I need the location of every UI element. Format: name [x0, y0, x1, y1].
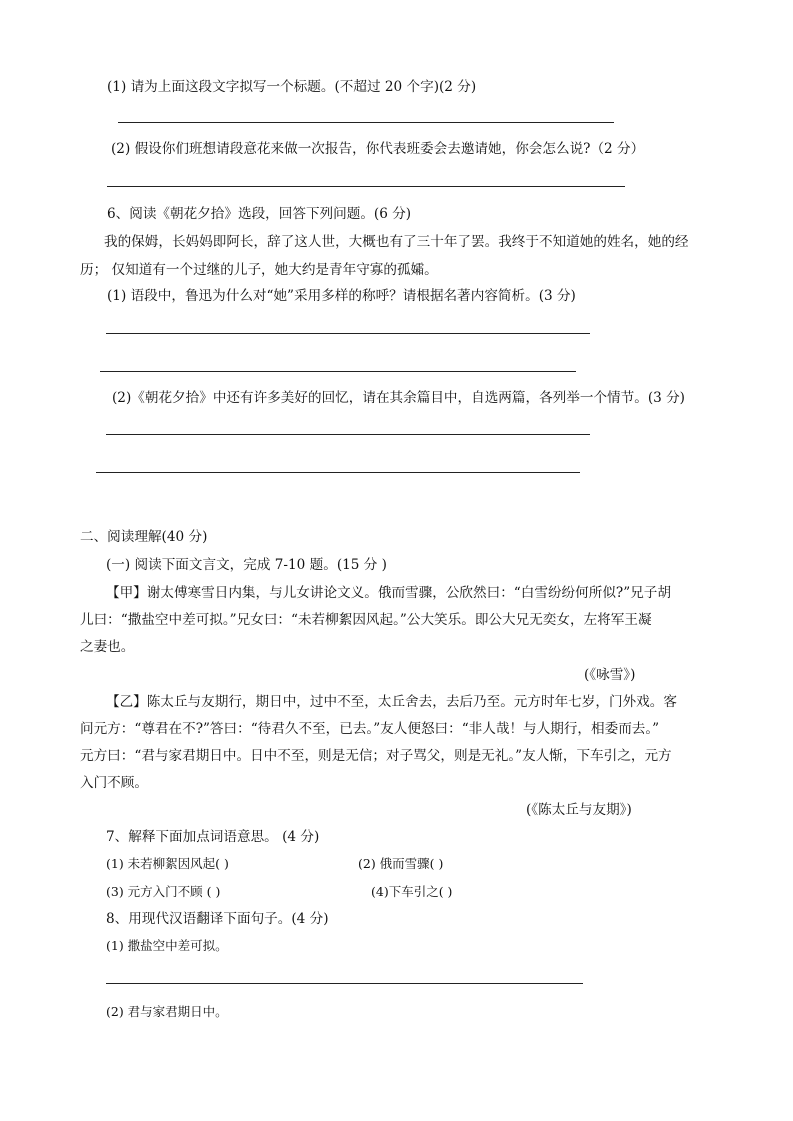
answer-line[interactable] [100, 371, 576, 372]
answer-line[interactable] [106, 333, 590, 334]
yi-passage-line: 元方曰：“君与家君期日中。日中不至，则是无信；对子骂父，则是无礼。”友人惭，下车引之，元方 [80, 748, 672, 764]
q6-passage-line: 我的保姆，长妈妈即阿长，辞了这人世，大概也有了三十年了罢。我终于不知道她的姓名，她的经 [104, 234, 689, 250]
q7-item: (2) 俄而雪骤( ) [358, 856, 444, 871]
q7-item: (1) 未若柳絮因风起( ) [106, 856, 229, 871]
jia-passage-line: 之妻也。 [80, 639, 135, 655]
section-2-heading: 二、阅读理解(40 分) [80, 529, 208, 545]
q8-sub1: (1) 撒盐空中差可拟。 [106, 938, 228, 953]
yi-source: (《陈太丘与友期》) [526, 802, 632, 818]
question-1-title: (1) 请为上面这段文字拟写一个标题。(不超过 20 个字)(2 分) [107, 79, 477, 95]
q8-heading: 8、用现代汉语翻译下面句子。(4 分) [106, 911, 329, 927]
answer-line[interactable] [106, 434, 590, 435]
jia-source: (《咏雪》) [584, 667, 636, 683]
answer-line[interactable] [118, 122, 614, 123]
q7-item: (3) 元方入门不顾 ( ) [106, 884, 221, 899]
yi-passage-line: 入门不顾。 [80, 775, 148, 791]
q6-sub1: (1) 语段中，鲁迅为什么对“她”采用多样的称呼？请根据名著内容简析。(3 分) [107, 288, 576, 304]
jia-passage-line: 儿曰：“撒盐空中差可拟。”兄女曰：“未若柳絮因风起。”公大笑乐。即公大兄无奕女，左将军王凝 [80, 612, 652, 628]
q8-sub2: (2) 君与家君期日中。 [106, 1004, 228, 1019]
question-2-invite: (2) 假设你们班想请段意花来做一次报告，你代表班委会去邀请她，你会怎么说?（2 分） [111, 141, 645, 157]
answer-line[interactable] [107, 186, 625, 187]
q6-passage-line: 历； 仅知道有一个过继的儿子，她大约是青年守寡的孤孀。 [80, 262, 438, 278]
section-2-subheading: (一) 阅读下面文言文，完成 7-10 题。(15 分 ) [106, 557, 387, 573]
answer-line[interactable] [96, 472, 580, 473]
yi-passage-line: 问元方：“尊君在不?”答曰：“待君久不至，已去。”友人便怒曰：“非人哉！与人期行，相委而去。” [80, 721, 660, 737]
yi-passage-line: 【乙】陈太丘与友期行，期日中，过中不至，太丘舍去，去后乃至。元方时年七岁，门外戏。客 [106, 694, 677, 710]
q7-heading: 7、解释下面加点词语意思。 (4 分) [106, 829, 320, 845]
answer-line[interactable] [106, 983, 583, 984]
jia-passage-line: 【甲】谢太傅寒雪日内集，与儿女讲论文义。俄而雪骤，公欣然曰：“白雪纷纷何所似?”兄子胡 [106, 585, 671, 601]
q6-heading: 6、阅读《朝花夕拾》选段，回答下列问题。(6 分) [107, 206, 412, 222]
q6-sub2: (2)《朝花夕拾》中还有许多美好的回忆，请在其余篇目中，自选两篇，各列举一个情节。(3 分) [112, 390, 685, 406]
q7-item: (4)下车引之( ) [371, 884, 453, 899]
